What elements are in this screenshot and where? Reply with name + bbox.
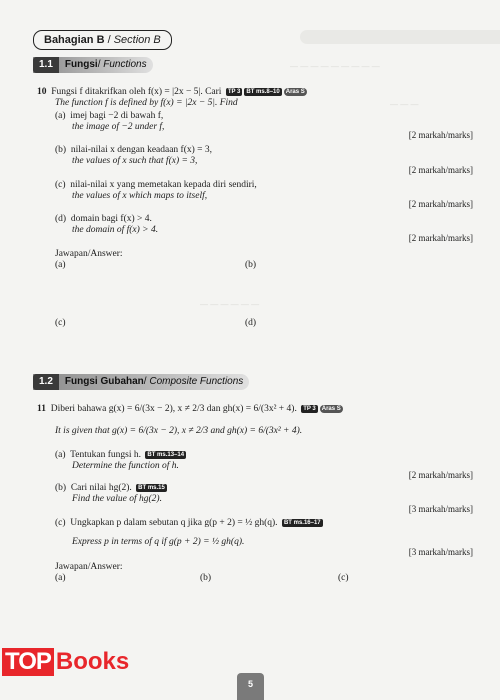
q11-answer-c: (c) [338,573,349,583]
q10-answer-d: (d) [245,318,257,328]
q11-part-a-marks: [2 markah/marks] [408,470,473,480]
q10-part-a-marks: [2 markah/marks] [408,130,473,140]
q10-part-b-marks: [2 markah/marks] [408,165,473,175]
q10-part-c-en: the values of x which maps to itself, [72,191,208,201]
q11-answer-b: (b) [200,573,212,583]
q11-part-b: (b) Cari nilai hg(2). BT ms.15 [55,483,165,493]
q10-part-c: (c) nilai-nilai x yang memetakan kepada diri sendiri, [55,180,257,190]
bleed-through-text: — — — [390,100,419,109]
subsection-number: 1.2 [33,374,59,390]
q10-part-b-en: the values of x such that f(x) = 3, [72,156,198,166]
page-number: 5 [237,673,264,700]
q10-answer-b: (b) [245,260,257,270]
question-10-intro-en: The function f is defined by f(x) = |2x − 5|. Find [55,98,238,108]
q10-part-d-en: the domain of f(x) > 4. [72,225,159,235]
bleed-through-text: — — — — — — — — — [290,62,380,71]
question-11-intro-en: It is given that g(x) = 6/(3x − 2), x ≠ 2/3 and gh(x) = 6/(3x² + 4). [55,426,303,436]
q10-answer-c: (c) [55,318,66,328]
section-header: Bahagian B / Section B [33,30,172,50]
q11-part-b-en: Find the value of hg(2). [72,494,162,504]
subsection-functions: 1.1 Fungsi/ Functions [33,57,153,73]
q10-part-d: (d) domain bagi f(x) > 4. [55,214,152,224]
question-10-intro: 10 Fungsi f ditakrifkan oleh f(x) = |2x − 5|. Cari TP 3 BT ms.8–10 Aras S [37,87,305,97]
subsection-composite-functions: 1.2 Fungsi Gubahan/ Composite Functions [33,374,249,390]
topbooks-watermark-logo: TOP Books [2,648,129,676]
bleed-through-text: — — — — — — [200,300,260,309]
q10-part-a: (a) imej bagi −2 di bawah f, [55,111,164,121]
q11-answer-label: Jawapan/Answer: [55,562,123,572]
q10-answer-label: Jawapan/Answer: [55,249,123,259]
q10-part-b: (b) nilai-nilai x dengan keadaan f(x) = 3, [55,145,213,155]
q11-part-c-marks: [3 markah/marks] [408,547,473,557]
question-11-intro: 11 Diberi bahawa g(x) = 6/(3x − 2), x ≠ 2/3 dan gh(x) = 6/(3x² + 4). TP 3 Aras S [37,404,341,414]
q10-answer-a: (a) [55,260,66,270]
bleed-through-bar [300,30,500,44]
q10-part-c-marks: [2 markah/marks] [408,199,473,209]
q11-part-b-marks: [3 markah/marks] [408,504,473,514]
q10-part-a-en: the image of −2 under f, [72,122,165,132]
q11-part-a-en: Determine the function of h. [72,461,179,471]
q11-part-c-en: Express p in terms of q if g(p + 2) = ½ gh(q). [72,537,245,547]
q10-part-d-marks: [2 markah/marks] [408,233,473,243]
q11-part-c: (c) Ungkapkan p dalam sebutan q jika g(p + 2) = ½ gh(q). BT ms.16–17 [55,518,321,528]
subsection-number: 1.1 [33,57,59,73]
q11-answer-a: (a) [55,573,66,583]
q11-part-a: (a) Tentukan fungsi h. BT ms.13–14 [55,450,185,460]
